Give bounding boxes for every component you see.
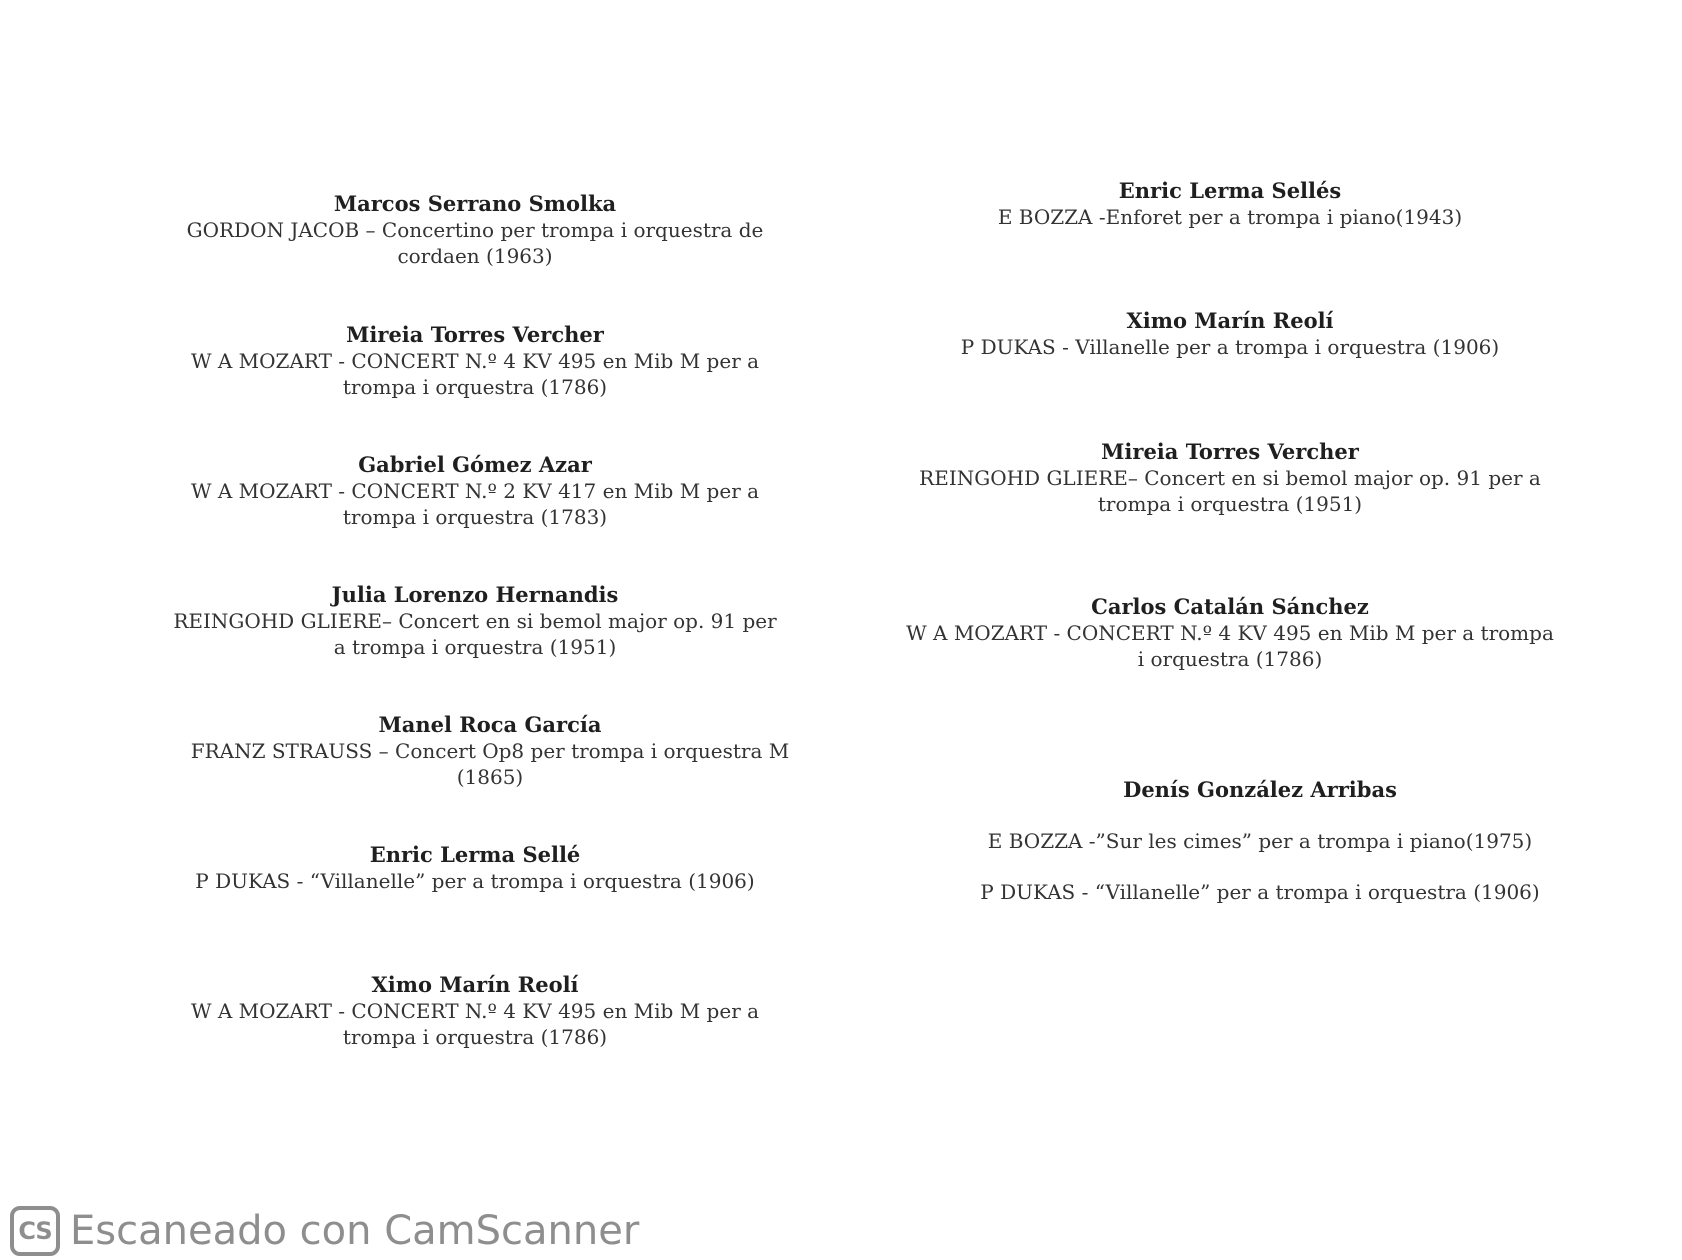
- left-entry-1: [165, 190, 785, 269]
- piece-title: REINGOHD GLIERE– Concert en si bemol major op. 91 per a trompa i orquestra (1951): [173, 609, 777, 659]
- right-entry-3: [885, 438, 1575, 517]
- right-entry-4: [905, 593, 1555, 672]
- performer-name: Carlos Catalán Sánchez: [1091, 594, 1369, 619]
- performer-name: Gabriel Gómez Azar: [358, 452, 592, 477]
- right-entry-2: [900, 307, 1560, 360]
- left-entry-5: [160, 711, 820, 790]
- camscanner-logo-icon: CS: [10, 1206, 60, 1256]
- left-entry-6: [165, 841, 785, 894]
- performer-name: Enric Lerma Sellés: [1118, 178, 1342, 203]
- performer-name: Denís González Arribas: [1123, 777, 1397, 802]
- left-entry-2: [165, 321, 785, 400]
- piece-title: W A MOZART - CONCERT N.º 4 KV 495 en Mib M per a trompa i orquestra (1786): [906, 621, 1554, 671]
- piece-title: E BOZZA -Enforet per a trompa i piano(1943): [997, 205, 1463, 229]
- piece-title: W A MOZART - CONCERT N.º 4 KV 495 en Mib M per a trompa i orquestra (1786): [190, 999, 760, 1049]
- left-entry-7: [165, 971, 785, 1050]
- piece-title: REINGOHD GLIERE– Concert en si bemol major op. 91 per a trompa i orquestra (1951): [919, 466, 1541, 516]
- piece-title: W A MOZART - CONCERT N.º 4 KV 495 en Mib M per a trompa i orquestra (1786): [190, 349, 760, 399]
- piece-title: P DUKAS - “Villanelle” per a trompa i orquestra (1906): [980, 880, 1540, 904]
- performer-name: Ximo Marín Reolí: [371, 972, 579, 997]
- performer-name: Manel Roca García: [378, 712, 602, 737]
- piece-title: FRANZ STRAUSS – Concert Op8 per trompa i orquestra M (1865): [190, 739, 790, 789]
- piece-title: P DUKAS - Villanelle per a trompa i orquestra (1906): [960, 335, 1500, 359]
- performer-name: Enric Lerma Sellé: [369, 842, 581, 867]
- left-entry-4: [165, 581, 785, 660]
- piece-title: GORDON JACOB – Concertino per trompa i orquestra de cordaen (1963): [186, 218, 764, 268]
- performer-name: Mireia Torres Vercher: [346, 322, 604, 347]
- piece-title: W A MOZART - CONCERT N.º 2 KV 417 en Mib M per a trompa i orquestra (1783): [190, 479, 760, 529]
- right-entry-5: [930, 776, 1590, 905]
- performer-name: Julia Lorenzo Hernandis: [331, 582, 619, 607]
- left-entry-3: [165, 451, 785, 530]
- performer-name: Ximo Marín Reolí: [1126, 308, 1334, 333]
- watermark-text: Escaneado con CamScanner: [70, 1208, 640, 1254]
- right-entry-1: [900, 177, 1560, 230]
- performer-name: Mireia Torres Vercher: [1101, 439, 1359, 464]
- piece-title: P DUKAS - “Villanelle” per a trompa i orquestra (1906): [195, 869, 755, 893]
- camscanner-watermark: [10, 1202, 639, 1260]
- performer-name: Marcos Serrano Smolka: [333, 191, 617, 216]
- piece-title: E BOZZA -”Sur les cimes” per a trompa i piano(1975): [987, 829, 1533, 853]
